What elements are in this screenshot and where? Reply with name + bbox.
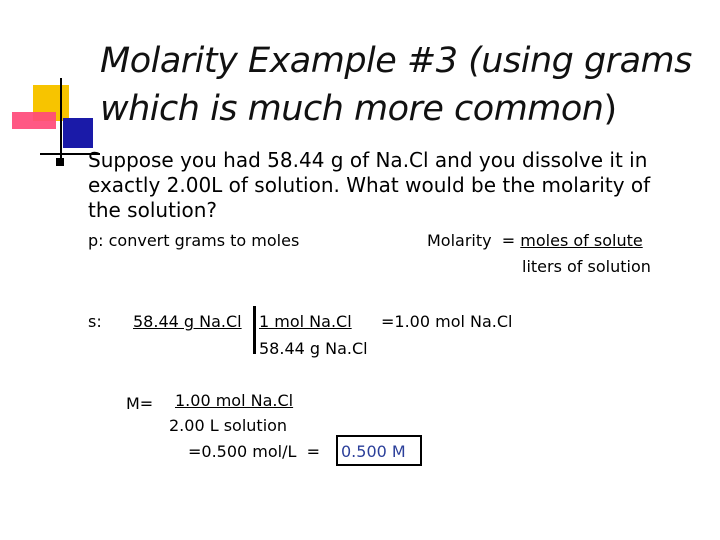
plan-text: p: convert grams to moles	[88, 231, 300, 250]
slide-title-line-2-text: which is much more common	[100, 89, 604, 129]
formula-lhs: Molarity =	[427, 231, 521, 250]
bullet-paragraph: Suppose you had 58.44 g of Na.Cl and you dissolve it in exactly 2.00L of solution. What would be the molarity of the solution?	[88, 148, 651, 222]
molarity-label: M=	[126, 394, 154, 413]
conversion-divider	[253, 306, 256, 354]
factor-denominator: 58.44 g Na.Cl	[259, 339, 368, 358]
factor-numerator: 1 mol Na.Cl	[259, 312, 352, 331]
formula-denominator: liters of solution	[522, 257, 651, 276]
molarity-result-prefix: =0.500 mol/L =	[188, 442, 326, 461]
slide-title-line-1: Molarity Example #3 (using grams	[100, 41, 692, 81]
decorative-vertical-line	[60, 78, 62, 160]
molarity-denominator: 2.00 L solution	[169, 416, 288, 435]
decorative-red-bar	[12, 112, 56, 129]
molarity-formula	[427, 231, 643, 250]
slide-title-close-paren: )	[603, 89, 617, 129]
slide-title-line-2	[100, 88, 617, 130]
molarity-numerator: 1.00 mol Na.Cl	[175, 391, 294, 410]
bullet-square-icon	[56, 158, 64, 166]
given-quantity: 58.44 g Na.Cl	[133, 312, 242, 331]
conversion-result: =1.00 mol Na.Cl	[381, 312, 513, 331]
solution-label: s:	[88, 312, 102, 331]
final-answer: 0.500 M	[341, 442, 406, 461]
decorative-blue-square	[63, 118, 93, 148]
formula-numerator: moles of solute	[520, 231, 643, 250]
